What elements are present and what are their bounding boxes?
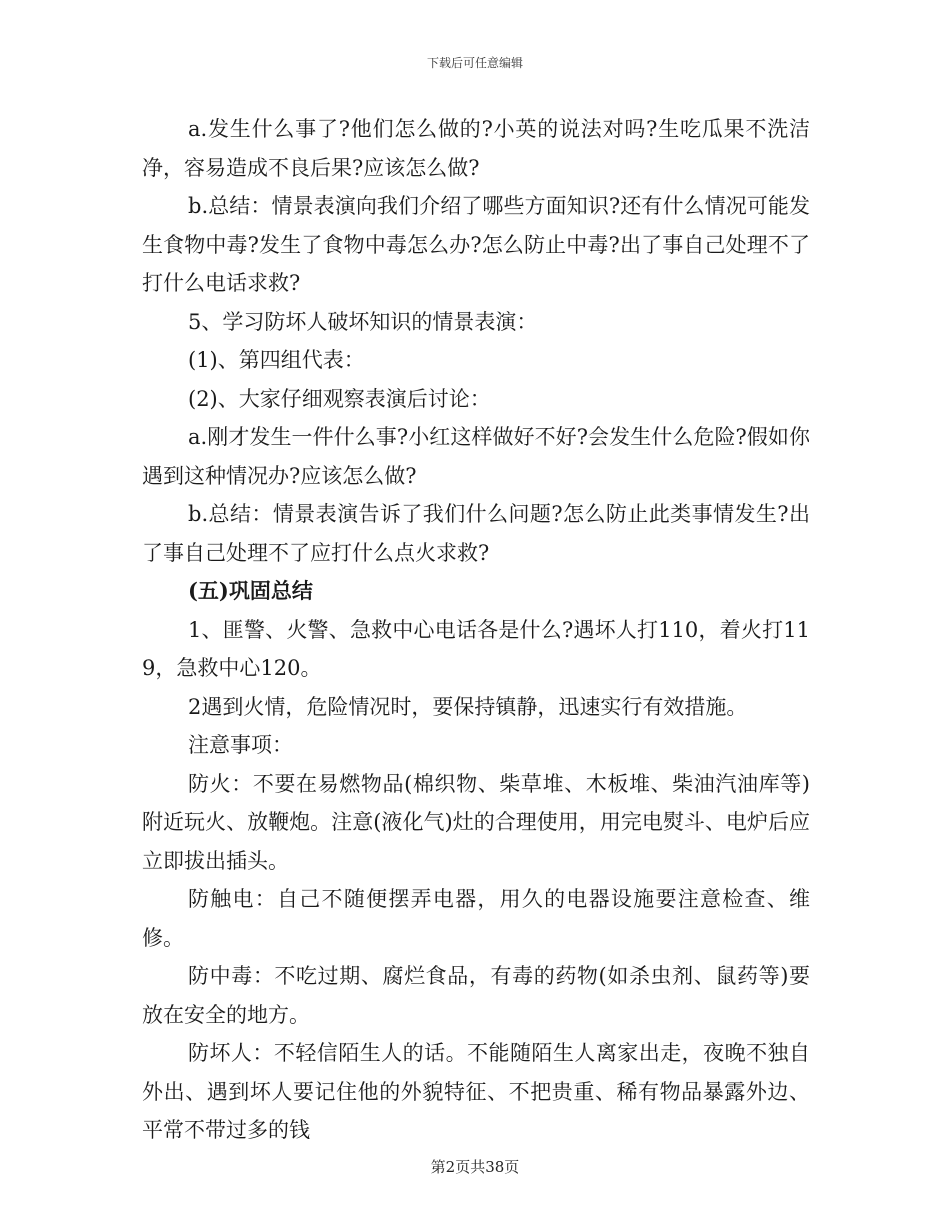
- section-heading: (五)巩固总结: [188, 578, 313, 603]
- paragraph-summary-stranger: b.总结：情景表演告诉了我们什么问题?怎么防止此类事情发生?出了事自己处理不了应打什么点火求救?: [142, 502, 810, 565]
- paragraph-stranger-safety: 防坏人：不轻信陌生人的话。不能随陌生人离家出走，夜晚不独自外出、遇到坏人要记住他的外貌特征、不把贵重、稀有物品暴露外边、平常不带过多的钱: [142, 1041, 810, 1142]
- paragraph-electric-safety: 防触电：自己不随便摆弄电器，用久的电器设施要注意检查、维修。: [142, 887, 810, 950]
- paragraph-fire-prevention: 防火：不要在易燃物品(棉织物、柴草堆、木板堆、柴油汽油库等)附近玩火、放鞭炮。注意(液化气)灶的合理使用，用完电熨斗、电炉后应立即拔出插头。: [142, 771, 810, 873]
- document-body: [142, 110, 810, 1150]
- paragraph-group-four: (1)、第四组代表：: [188, 348, 365, 372]
- paragraph-discussion: (2)、大家仔细观察表演后讨论：: [188, 386, 491, 411]
- paragraph-item-5: 5、学习防坏人破坏知识的情景表演：: [188, 309, 538, 334]
- paragraph-what-happened-2: a.刚才发生一件什么事?小红这样做好不好?会发生什么危险?假如你遇到这种情况办?应该怎么做?: [142, 425, 810, 488]
- paragraph-poison-prevention: 防中毒：不吃过期、腐烂食品，有毒的药物(如杀虫剂、鼠药等)要放在安全的地方。: [142, 964, 810, 1027]
- page-number: 第2页共38页: [430, 1158, 520, 1176]
- paragraph-what-happened: a.发生什么事了?他们怎么做的?小英的说法对吗?生吃瓜果不洗洁净，容易造成不良后果?应该怎么做?: [142, 117, 810, 180]
- paragraph-stay-calm: 2遇到火情，危险情况时，要保持镇静，迅速实行有效措施。: [188, 694, 748, 719]
- paragraph-summary-food: b.总结：情景表演向我们介绍了哪些方面知识?还有什么情况可能发生食物中毒?发生了食物中毒怎么办?怎么防止中毒?出了事自己处理不了打什么电话求救?: [142, 194, 810, 295]
- page-header: 下载后可任意编辑: [426, 56, 523, 70]
- paragraph-phone-numbers: 1、匪警、火警、急救中心电话各是什么?遇坏人打110，着火打119，急救中心120。: [142, 617, 810, 680]
- paragraph-notes-heading: 注意事项：: [188, 733, 293, 757]
